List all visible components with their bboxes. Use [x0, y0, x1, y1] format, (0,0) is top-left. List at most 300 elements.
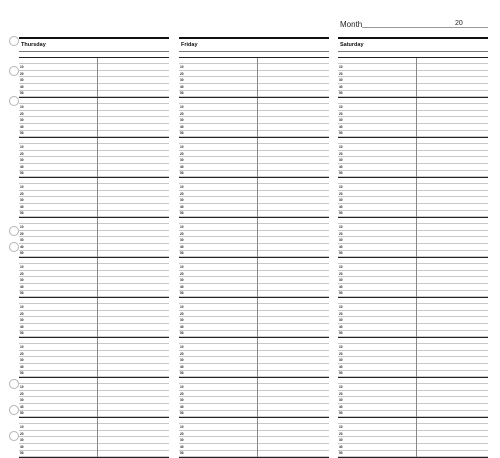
slot-rows — [179, 178, 329, 217]
slot-row[interactable] — [338, 404, 488, 411]
slot-column-divider — [257, 138, 258, 177]
minute-label: 30 — [339, 238, 343, 243]
slot-row[interactable] — [19, 404, 169, 411]
minute-label: 30 — [339, 278, 343, 283]
minute-label: 20 — [339, 111, 343, 116]
minute-label: 30 — [180, 278, 184, 283]
slot-row[interactable] — [179, 224, 329, 231]
slot-row[interactable] — [338, 304, 488, 311]
slot-row[interactable] — [19, 311, 169, 318]
slot-row[interactable] — [179, 244, 329, 251]
slot-row[interactable] — [179, 317, 329, 324]
time-slot[interactable] — [19, 137, 169, 177]
minute-label: 20 — [20, 151, 24, 156]
time-slot[interactable] — [179, 257, 329, 297]
time-slot[interactable] — [179, 57, 329, 97]
minute-label: 40 — [339, 124, 343, 129]
time-slot[interactable] — [179, 337, 329, 377]
slot-row[interactable] — [179, 311, 329, 318]
time-slot[interactable] — [19, 217, 169, 257]
minute-label: 20 — [180, 271, 184, 276]
time-slot[interactable] — [338, 417, 488, 458]
slot-row[interactable] — [179, 344, 329, 351]
time-slot[interactable] — [338, 297, 488, 337]
minute-label: 40 — [20, 164, 24, 169]
minute-label: 50 — [339, 451, 343, 456]
slot-row[interactable] — [179, 117, 329, 124]
slot-row[interactable] — [338, 444, 488, 451]
slot-column-divider — [416, 218, 417, 257]
slot-rows — [338, 58, 488, 97]
time-slot[interactable] — [179, 177, 329, 217]
slot-row[interactable] — [338, 104, 488, 111]
slot-column-divider — [416, 258, 417, 297]
slot-row[interactable] — [338, 151, 488, 158]
minute-label: 50 — [180, 291, 184, 296]
time-slots — [19, 57, 169, 458]
slot-row[interactable] — [338, 237, 488, 244]
slot-row[interactable] — [19, 344, 169, 351]
slot-row[interactable] — [19, 271, 169, 278]
minute-label: 30 — [180, 238, 184, 243]
minute-label: 40 — [339, 364, 343, 369]
day-under-rule — [338, 51, 488, 52]
slot-rows — [19, 58, 169, 97]
slot-row[interactable] — [338, 264, 488, 271]
slot-rows — [19, 138, 169, 177]
slot-row[interactable] — [19, 357, 169, 364]
slot-row[interactable] — [179, 324, 329, 331]
time-slot[interactable] — [19, 337, 169, 377]
minute-label: 40 — [180, 404, 184, 409]
minute-label: 10 — [20, 185, 24, 190]
minute-label: 20 — [339, 431, 343, 436]
slot-row[interactable] — [179, 451, 329, 458]
slot-row[interactable] — [338, 344, 488, 351]
minute-label: 50 — [180, 371, 184, 376]
slot-row[interactable] — [179, 397, 329, 404]
binder-hole — [9, 36, 19, 46]
binder-hole — [9, 226, 19, 236]
minute-label: 50 — [339, 131, 343, 136]
slot-column-divider — [416, 338, 417, 377]
slot-column-divider — [257, 378, 258, 417]
minute-label: 30 — [180, 158, 184, 163]
slot-row[interactable] — [19, 444, 169, 451]
slot-rows — [19, 178, 169, 217]
minute-label: 10 — [339, 265, 343, 270]
minute-label: 40 — [20, 284, 24, 289]
minute-label: 50 — [339, 331, 343, 336]
minute-label: 50 — [20, 211, 24, 216]
slot-row[interactable] — [179, 111, 329, 118]
slot-row[interactable] — [179, 237, 329, 244]
slot-row[interactable] — [179, 64, 329, 71]
minute-label: 20 — [20, 271, 24, 276]
minute-label: 10 — [339, 185, 343, 190]
slot-rows — [179, 298, 329, 337]
minute-label: 40 — [180, 324, 184, 329]
slot-row[interactable] — [338, 124, 488, 131]
minute-label: 50 — [20, 251, 24, 256]
time-slot[interactable] — [19, 57, 169, 97]
day-top-rule — [179, 37, 329, 39]
slot-row[interactable] — [338, 191, 488, 198]
day-name: Friday — [181, 42, 198, 48]
slot-row[interactable] — [19, 364, 169, 371]
minute-label: 40 — [20, 244, 24, 249]
minute-label: 20 — [20, 311, 24, 316]
slot-row[interactable] — [179, 144, 329, 151]
slot-row[interactable] — [19, 437, 169, 444]
minute-label: 50 — [180, 411, 184, 416]
slot-row[interactable] — [338, 224, 488, 231]
minute-label: 40 — [180, 204, 184, 209]
slot-row[interactable] — [179, 77, 329, 84]
minute-label: 40 — [180, 124, 184, 129]
slot-row[interactable] — [179, 304, 329, 311]
minute-label: 30 — [20, 438, 24, 443]
minute-label: 10 — [20, 105, 24, 110]
slot-column-divider — [257, 58, 258, 97]
minute-label: 40 — [339, 164, 343, 169]
slot-row[interactable] — [19, 84, 169, 91]
slot-column-divider — [416, 178, 417, 217]
slot-row[interactable] — [19, 237, 169, 244]
minute-label: 10 — [20, 385, 24, 390]
slot-rows — [338, 418, 488, 457]
slot-row[interactable] — [179, 384, 329, 391]
slot-column-divider — [257, 418, 258, 457]
slot-row[interactable] — [19, 277, 169, 284]
slot-row[interactable] — [19, 144, 169, 151]
slot-row[interactable] — [338, 451, 488, 458]
minute-label: 20 — [20, 431, 24, 436]
minute-label: 10 — [339, 105, 343, 110]
slot-row[interactable] — [19, 384, 169, 391]
slot-row[interactable] — [19, 104, 169, 111]
minute-label: 30 — [20, 398, 24, 403]
minute-label: 20 — [180, 311, 184, 316]
slot-row[interactable] — [19, 77, 169, 84]
minute-label: 30 — [339, 198, 343, 203]
slot-rows — [338, 258, 488, 297]
slot-row[interactable] — [19, 164, 169, 171]
slot-row[interactable] — [338, 437, 488, 444]
slot-row[interactable] — [19, 351, 169, 358]
time-slot[interactable] — [179, 297, 329, 337]
slot-row[interactable] — [338, 431, 488, 438]
minute-label: 20 — [180, 71, 184, 76]
slot-row[interactable] — [179, 404, 329, 411]
slot-column-divider — [416, 98, 417, 137]
slot-row[interactable] — [338, 164, 488, 171]
minute-label: 30 — [339, 438, 343, 443]
slot-row[interactable] — [179, 204, 329, 211]
slot-row[interactable] — [338, 351, 488, 358]
slot-row[interactable] — [19, 124, 169, 131]
slot-row[interactable] — [179, 184, 329, 191]
minute-label: 30 — [180, 358, 184, 363]
minute-label: 10 — [20, 345, 24, 350]
minute-label: 10 — [339, 65, 343, 70]
slot-row[interactable] — [19, 111, 169, 118]
slot-row[interactable] — [19, 244, 169, 251]
slot-row[interactable] — [179, 271, 329, 278]
minute-label: 20 — [180, 111, 184, 116]
slot-row[interactable] — [19, 157, 169, 164]
minute-label: 40 — [20, 204, 24, 209]
minute-label: 20 — [20, 351, 24, 356]
time-slot[interactable] — [338, 337, 488, 377]
day-under-rule — [179, 51, 329, 52]
slot-row[interactable] — [179, 431, 329, 438]
slot-row[interactable] — [179, 351, 329, 358]
minute-label: 50 — [339, 211, 343, 216]
slot-row[interactable] — [338, 204, 488, 211]
minute-label: 20 — [339, 191, 343, 196]
minute-label: 50 — [180, 211, 184, 216]
slot-rows — [179, 218, 329, 257]
minute-label: 20 — [180, 431, 184, 436]
slot-row[interactable] — [338, 317, 488, 324]
minute-label: 10 — [339, 145, 343, 150]
slot-row[interactable] — [179, 264, 329, 271]
slot-row[interactable] — [19, 64, 169, 71]
time-slot[interactable] — [19, 97, 169, 137]
minute-label: 10 — [180, 265, 184, 270]
slot-row[interactable] — [19, 451, 169, 458]
slot-row[interactable] — [179, 197, 329, 204]
minute-label: 30 — [339, 318, 343, 323]
minute-label: 30 — [339, 78, 343, 83]
slot-row[interactable] — [19, 391, 169, 398]
time-slot[interactable] — [179, 97, 329, 137]
slot-rows — [19, 378, 169, 417]
minute-label: 50 — [339, 371, 343, 376]
minute-label: 20 — [339, 351, 343, 356]
slot-column-divider — [257, 218, 258, 257]
slot-row[interactable] — [179, 444, 329, 451]
minute-label: 20 — [20, 231, 24, 236]
minute-label: 40 — [180, 444, 184, 449]
minute-label: 30 — [20, 238, 24, 243]
minute-label: 10 — [20, 225, 24, 230]
minute-label: 20 — [180, 351, 184, 356]
slot-row[interactable] — [338, 231, 488, 238]
minute-label: 30 — [339, 398, 343, 403]
minute-label: 50 — [180, 171, 184, 176]
minute-label: 10 — [180, 225, 184, 230]
slot-row[interactable] — [338, 397, 488, 404]
slot-row[interactable] — [179, 104, 329, 111]
slot-row[interactable] — [338, 77, 488, 84]
minute-label: 40 — [339, 204, 343, 209]
slot-row[interactable] — [19, 284, 169, 291]
slot-row[interactable] — [179, 231, 329, 238]
month-write-line[interactable] — [362, 27, 488, 28]
minute-label: 40 — [20, 124, 24, 129]
slot-row[interactable] — [338, 364, 488, 371]
slot-row[interactable] — [338, 184, 488, 191]
minute-label: 40 — [339, 404, 343, 409]
slot-row[interactable] — [338, 277, 488, 284]
minute-label: 40 — [20, 364, 24, 369]
minute-label: 50 — [20, 411, 24, 416]
minute-label: 50 — [339, 91, 343, 96]
slot-row[interactable] — [19, 204, 169, 211]
slot-row[interactable] — [179, 164, 329, 171]
time-slot[interactable] — [338, 257, 488, 297]
slot-row[interactable] — [179, 364, 329, 371]
minute-label: 40 — [180, 164, 184, 169]
time-slot[interactable] — [338, 177, 488, 217]
slot-row[interactable] — [338, 324, 488, 331]
slot-row[interactable] — [179, 284, 329, 291]
binder-hole — [9, 66, 19, 76]
time-slot[interactable] — [19, 377, 169, 417]
minute-label: 10 — [20, 425, 24, 430]
minute-label: 10 — [180, 345, 184, 350]
slot-column-divider — [416, 58, 417, 97]
minute-label: 50 — [180, 451, 184, 456]
slot-row[interactable] — [338, 84, 488, 91]
minute-label: 40 — [339, 444, 343, 449]
slot-row[interactable] — [338, 144, 488, 151]
slot-column-divider — [97, 58, 98, 97]
minute-label: 40 — [180, 284, 184, 289]
minute-label: 20 — [339, 311, 343, 316]
slot-rows — [338, 218, 488, 257]
minute-label: 50 — [180, 331, 184, 336]
slot-column-divider — [257, 178, 258, 217]
time-slot[interactable] — [179, 137, 329, 177]
slot-row[interactable] — [338, 391, 488, 398]
minute-label: 40 — [20, 404, 24, 409]
slot-row[interactable] — [179, 277, 329, 284]
minute-label: 40 — [339, 324, 343, 329]
slot-row[interactable] — [19, 304, 169, 311]
time-slot[interactable] — [179, 217, 329, 257]
slot-column-divider — [416, 138, 417, 177]
time-slots — [179, 57, 329, 458]
minute-label: 20 — [339, 231, 343, 236]
time-slot[interactable] — [19, 257, 169, 297]
slot-row[interactable] — [179, 437, 329, 444]
time-slot[interactable] — [19, 297, 169, 337]
minute-label: 20 — [180, 191, 184, 196]
month-label: Month — [340, 20, 363, 29]
slot-rows — [338, 338, 488, 377]
minute-label: 30 — [20, 358, 24, 363]
slot-row[interactable] — [19, 424, 169, 431]
slot-row[interactable] — [179, 191, 329, 198]
time-slot[interactable] — [179, 417, 329, 458]
slot-row[interactable] — [338, 357, 488, 364]
time-slot[interactable] — [338, 97, 488, 137]
day-name: Saturday — [340, 42, 364, 48]
slot-row[interactable] — [19, 197, 169, 204]
slot-rows — [338, 298, 488, 337]
time-slot[interactable] — [338, 217, 488, 257]
slot-row[interactable] — [19, 317, 169, 324]
slot-column-divider — [97, 178, 98, 217]
minute-label: 40 — [339, 244, 343, 249]
slot-row[interactable] — [19, 324, 169, 331]
slot-rows — [19, 218, 169, 257]
slot-column-divider — [97, 298, 98, 337]
time-slot[interactable] — [19, 177, 169, 217]
slot-row[interactable] — [179, 357, 329, 364]
slot-row[interactable] — [338, 71, 488, 78]
slot-row[interactable] — [179, 124, 329, 131]
slot-row[interactable] — [179, 151, 329, 158]
slot-row[interactable] — [19, 191, 169, 198]
slot-row[interactable] — [179, 424, 329, 431]
minute-label: 10 — [180, 385, 184, 390]
slot-row[interactable] — [179, 391, 329, 398]
binder-hole — [9, 242, 19, 252]
day-under-rule — [19, 51, 169, 52]
slot-rows — [179, 418, 329, 457]
minute-label: 20 — [339, 71, 343, 76]
time-slot[interactable] — [338, 137, 488, 177]
slot-row[interactable] — [179, 71, 329, 78]
slot-row[interactable] — [179, 84, 329, 91]
slot-row[interactable] — [338, 384, 488, 391]
slot-row[interactable] — [338, 271, 488, 278]
slot-row[interactable] — [338, 284, 488, 291]
slot-row[interactable] — [179, 157, 329, 164]
minute-label: 10 — [180, 65, 184, 70]
slot-row[interactable] — [19, 431, 169, 438]
slot-row[interactable] — [338, 157, 488, 164]
slot-column-divider — [257, 338, 258, 377]
slot-row[interactable] — [19, 151, 169, 158]
minute-label: 30 — [339, 158, 343, 163]
slot-row[interactable] — [338, 424, 488, 431]
slot-row[interactable] — [19, 184, 169, 191]
slot-row[interactable] — [338, 111, 488, 118]
time-slot[interactable] — [179, 377, 329, 417]
slot-column-divider — [416, 298, 417, 337]
day-top-rule — [338, 37, 488, 39]
slot-row[interactable] — [19, 71, 169, 78]
slot-rows — [19, 418, 169, 457]
slot-row[interactable] — [19, 231, 169, 238]
time-slot[interactable] — [338, 377, 488, 417]
slot-row[interactable] — [338, 64, 488, 71]
slot-row[interactable] — [19, 264, 169, 271]
slot-row[interactable] — [338, 244, 488, 251]
time-slot[interactable] — [19, 417, 169, 458]
minute-label: 40 — [339, 84, 343, 89]
minute-label: 10 — [180, 425, 184, 430]
slot-column-divider — [97, 138, 98, 177]
minute-label: 50 — [20, 131, 24, 136]
slot-row[interactable] — [338, 117, 488, 124]
slot-row[interactable] — [19, 117, 169, 124]
slot-column-divider — [97, 338, 98, 377]
slot-row[interactable] — [19, 397, 169, 404]
slot-row[interactable] — [338, 197, 488, 204]
slot-column-divider — [257, 258, 258, 297]
minute-label: 20 — [20, 191, 24, 196]
minute-label: 40 — [339, 284, 343, 289]
slot-row[interactable] — [19, 224, 169, 231]
slot-row[interactable] — [338, 311, 488, 318]
time-slot[interactable] — [338, 57, 488, 97]
